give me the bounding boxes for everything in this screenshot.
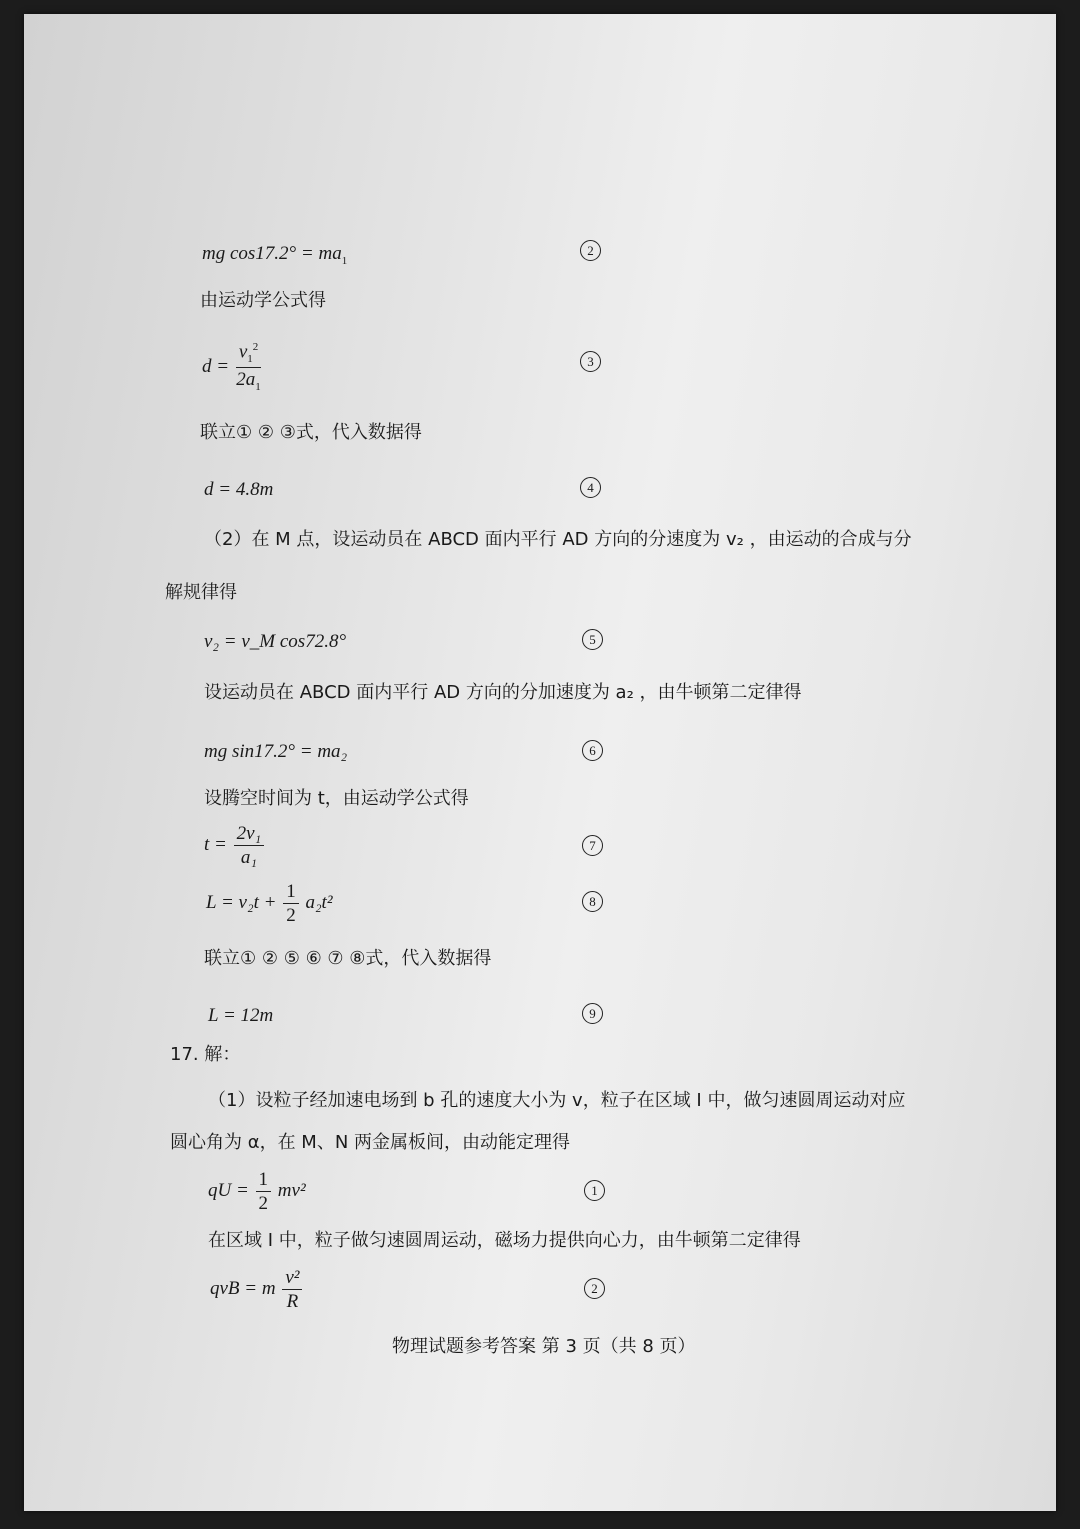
equation-6: mg sin17.2° = ma₂ <box>204 741 348 762</box>
text-kinematics: 由运动学公式得 <box>200 290 326 311</box>
question-17-heading: 17. 解： <box>170 1044 241 1065</box>
page-footer: 物理试题参考答案 第 3 页（共 8 页） <box>392 1336 696 1357</box>
marker-7: 7 <box>582 835 603 856</box>
marker-9: 9 <box>582 1003 603 1024</box>
equation-7: t = $\frac{\text{2v₁}}{\text{a₁}}$ <box>204 824 266 867</box>
text-time: 设腾空时间为 t，由运动学公式得 <box>204 788 469 809</box>
marker-3: 3 <box>580 351 601 372</box>
marker-6: 6 <box>582 740 603 761</box>
marker-5: 5 <box>582 629 603 650</box>
equation-9: L = 12m <box>208 1005 274 1026</box>
marker-q17-2: 2 <box>584 1278 605 1299</box>
text-combine-1: 联立① ② ③式，代入数据得 <box>200 422 422 443</box>
equation-8: L = v₂t + $\frac{1}{2}$ a₂t² <box>206 881 333 926</box>
equation-q17-1: qU = $\frac{1}{2}$ mv² <box>208 1169 306 1214</box>
marker-8: 8 <box>582 891 603 912</box>
text-part2-line1: （2）在 M 点，设运动员在 ABCD 面内平行 AD 方向的分速度为 v₂ ，由运动的合成与分 <box>204 529 912 550</box>
text-q17-line2: 圆心角为 α，在 M、N 两金属板间，由动能定理得 <box>170 1132 571 1153</box>
equation-3: d = $\frac{v_1^2}{2a_1}$ <box>202 341 261 393</box>
equation-4: d = 4.8m <box>204 479 274 500</box>
text-q17-line1: （1）设粒子经加速电场到 b 孔的速度大小为 v，粒子在区域 I 中，做匀速圆周运动对应 <box>208 1090 906 1111</box>
text-part2-line2: 解规律得 <box>165 582 237 603</box>
text-q17-line3: 在区域 I 中，粒子做匀速圆周运动，磁场力提供向心力，由牛顿第二定律得 <box>208 1230 801 1251</box>
equation-2: mg $\cos 17.2^\circ = ma_1$ <box>202 243 348 267</box>
marker-4: 4 <box>580 477 601 498</box>
marker-2: 2 <box>580 240 601 261</box>
marker-q17-1: 1 <box>584 1180 605 1201</box>
paper-sheet <box>24 14 1056 1511</box>
equation-5: v₂ = v_M cos72.8° <box>204 631 347 652</box>
equation-q17-2: qvB = m $\frac{\text{v²}}{R}$ <box>210 1268 304 1311</box>
text-combine-2: 联立① ② ⑤ ⑥ ⑦ ⑧式，代入数据得 <box>204 948 492 969</box>
text-acceleration: 设运动员在 ABCD 面内平行 AD 方向的分加速度为 a₂ ，由牛顿第二定律得 <box>204 682 802 703</box>
